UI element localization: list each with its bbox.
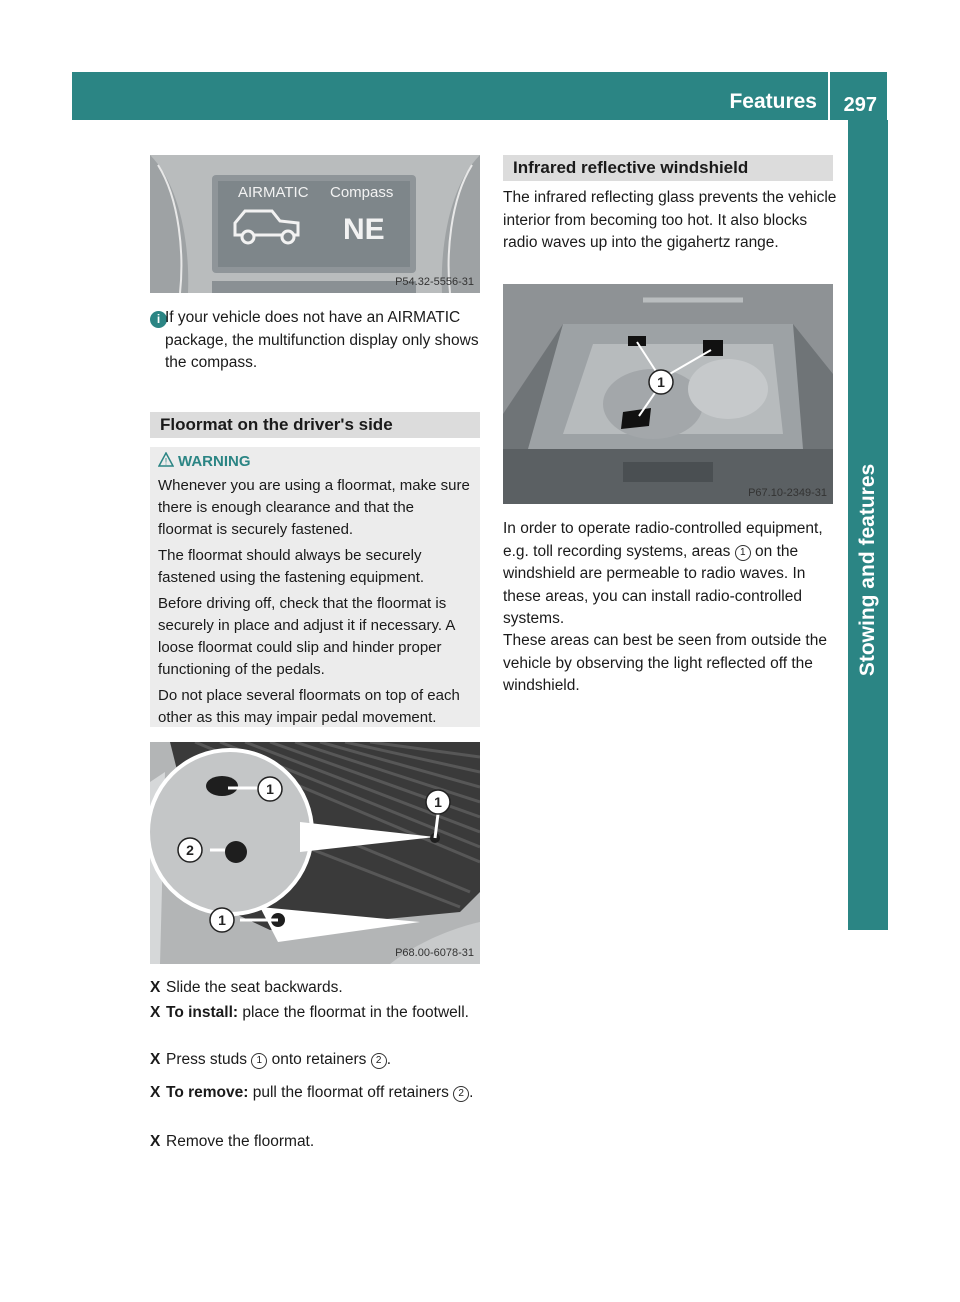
- step-text: .: [386, 1051, 391, 1068]
- floormat-figure: [150, 742, 480, 964]
- step-bold: To install:: [166, 1004, 239, 1021]
- marker-1: 1: [657, 374, 665, 390]
- step-item: [150, 1048, 485, 1071]
- multifunction-display-figure: [150, 155, 480, 293]
- paragraph-text: In order to operate radio-controlled equipment, e.g. toll recording systems, areas: [503, 520, 823, 560]
- step-item: [150, 1081, 485, 1104]
- windshield-figure: [503, 284, 833, 504]
- step-text: Press studs: [166, 1051, 252, 1068]
- side-tab-marker: [848, 880, 888, 920]
- marker-1: 1: [266, 781, 274, 797]
- warning-paragraph: Whenever you are using a floormat, make sure there is enough clearance and that the floormat is securely fastened.: [158, 477, 470, 538]
- compass-label: Compass: [330, 184, 394, 201]
- step-text: pull the floormat off retainers: [248, 1084, 454, 1101]
- floormat-illustration: [150, 742, 480, 964]
- warning-box: [150, 447, 480, 727]
- step-text: Slide the seat backwards.: [166, 979, 343, 996]
- display-illustration: [150, 155, 480, 293]
- info-note: If your vehicle does not have an AIRMATIC package, the multifunction display only shows the compass.: [165, 309, 479, 371]
- callout-number: 1: [735, 545, 751, 561]
- header-divider: [828, 72, 830, 120]
- windshield-heading: Infrared reflective windshield: [503, 155, 833, 181]
- step-item: [150, 1130, 485, 1153]
- header-title: Features: [729, 90, 817, 113]
- windshield-illustration: [503, 284, 833, 504]
- step-bold: To remove:: [166, 1084, 249, 1101]
- warning-paragraph: Before driving off, check that the floormat is securely in place and adjust it if necessary. A loose floormat could slip and hinder proper functioning of the pedals.: [158, 595, 455, 678]
- compass-value: NE: [343, 213, 385, 246]
- step-item: [150, 1001, 485, 1024]
- page-header: [72, 72, 887, 120]
- side-tab-label-wrap: [848, 320, 888, 820]
- side-tab-label: Stowing and features: [856, 463, 879, 677]
- warning-paragraph: The floormat should always be securely fastened using the fastening equipment.: [158, 547, 425, 586]
- airmatic-label: AIRMATIC: [238, 184, 309, 201]
- marker-2: 2: [186, 842, 194, 858]
- paragraph-text: on the windshield are permeable to radio waves. In these areas, you can install radio-controlled systems.: [503, 542, 806, 627]
- windshield-paragraph-1: [503, 518, 838, 631]
- page-number: 297: [843, 94, 877, 116]
- marker-1: 1: [434, 794, 442, 810]
- svg-text:!: !: [164, 456, 168, 467]
- floormat-heading: Floormat on the driver's side: [150, 412, 480, 438]
- step-bullet-icon: X: [150, 1004, 161, 1021]
- callout-number: 2: [453, 1086, 469, 1102]
- windshield-paragraph-2: These areas can best be seen from outside the vehicle by observing the light reflected off the windshield.: [503, 632, 827, 694]
- figure-code: P68.00-6078-31: [395, 947, 474, 959]
- step-text: Remove the floormat.: [166, 1133, 315, 1150]
- step-text: onto retainers: [267, 1051, 371, 1068]
- warning-title: WARNING: [178, 453, 251, 470]
- marker-1: 1: [218, 912, 226, 928]
- step-bullet-icon: X: [150, 1133, 161, 1150]
- windshield-intro: The infrared reflecting glass prevents the vehicle interior from becoming too hot. It also blocks radio waves up into the gigahertz range.: [503, 189, 837, 251]
- step-bullet-icon: X: [150, 1084, 161, 1101]
- info-icon: i: [150, 311, 167, 328]
- step-bullet-icon: X: [150, 1051, 161, 1068]
- figure-code: P54.32-5556-31: [395, 276, 474, 288]
- warning-icon: [158, 452, 174, 474]
- callout-number: 1: [251, 1053, 267, 1069]
- warning-paragraph: Do not place several floormats on top of each other as this may impair pedal movement.: [158, 687, 460, 726]
- step-item: [150, 976, 485, 999]
- figure-code: P67.10-2349-31: [748, 487, 827, 499]
- step-bullet-icon: X: [150, 979, 161, 996]
- step-text: place the floormat in the footwell.: [238, 1004, 469, 1021]
- callout-number: 2: [371, 1053, 387, 1069]
- step-text: .: [469, 1084, 474, 1101]
